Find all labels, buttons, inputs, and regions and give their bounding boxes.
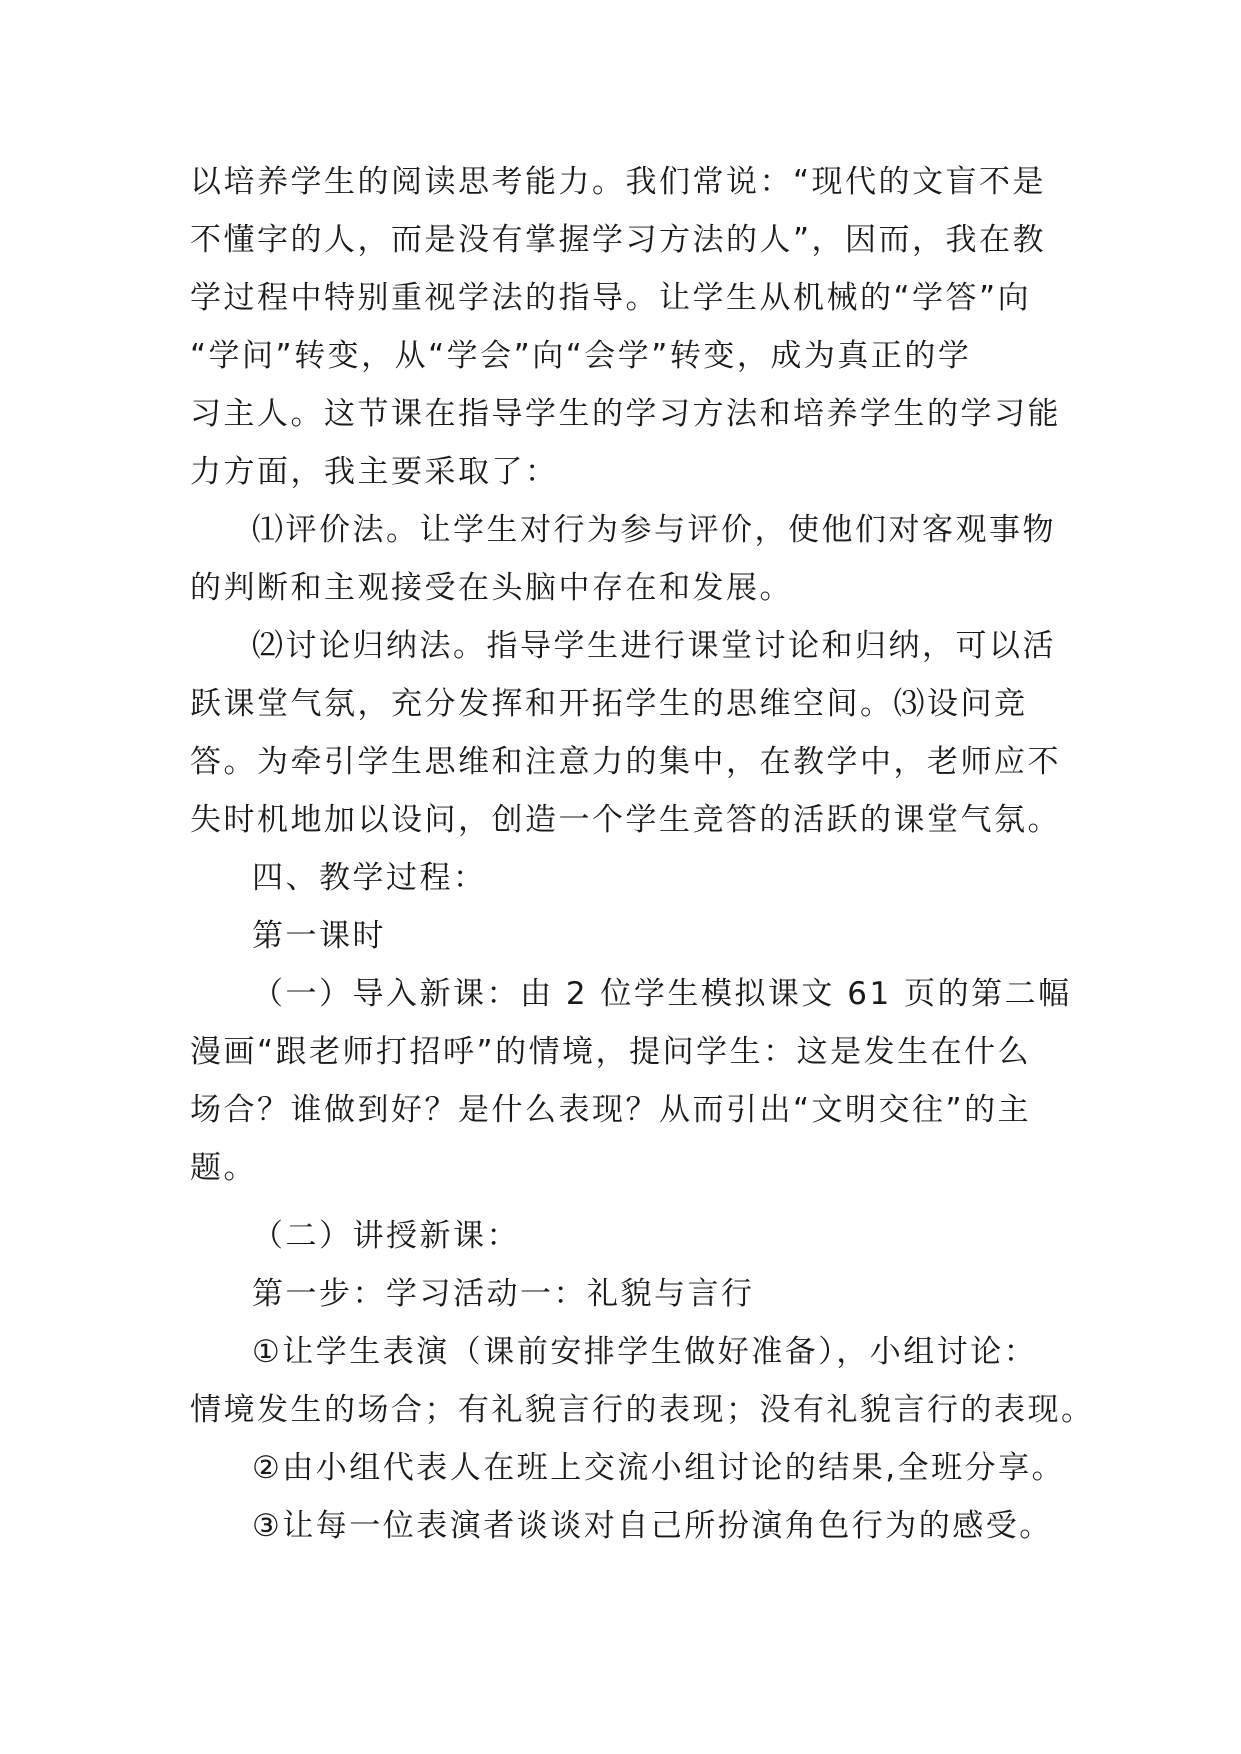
text-line: （一）导入新课：由 2 位学生模拟课文 61 页的第二幅 [252, 976, 1072, 1012]
section-heading: 四、教学过程： [252, 860, 487, 896]
text-line: 失时机地加以设问，创造一个学生竞答的活跃的课堂气氛。 [190, 802, 1061, 838]
subsection-heading: 第一课时 [252, 918, 386, 954]
text-line: 第一步：学习活动一：礼貌与言行 [252, 1276, 755, 1312]
text-line: ①让学生表演（课前安排学生做好准备），小组讨论： [252, 1334, 1038, 1370]
text-line: 学过程中特别重视学法的指导。让学生从机械的“学答”向 [190, 280, 1032, 316]
text-line: 习主人。这节课在指导学生的学习方法和培养学生的学习能 [190, 396, 1061, 432]
text-line: “学问”转变，从“学会”向“会学”转变，成为真正的学 [190, 338, 972, 374]
text-line: 情境发生的场合；有礼貌言行的表现；没有礼貌言行的表现。 [190, 1392, 1095, 1428]
text-line: 题。 [190, 1150, 257, 1186]
text-line: 以培养学生的阅读思考能力。我们常说：“现代的文盲不是 [190, 164, 1047, 200]
text-line: ②由小组代表人在班上交流小组讨论的结果,全班分享。 [252, 1450, 1066, 1486]
text-line: ⑵讨论归纳法。指导学生进行课堂讨论和归纳，可以活 [252, 628, 1056, 664]
text-line: 漫画“跟老师打招呼”的情境，提问学生：这是发生在什么 [190, 1034, 1032, 1070]
text-line: ③让每一位表演者谈谈对自己所扮演角色行为的感受。 [252, 1508, 1053, 1544]
text-line: 不懂字的人，而是没有掌握学习方法的人”，因而，我在教 [190, 222, 1047, 258]
subsection-heading: （二）讲授新课： [252, 1218, 520, 1254]
text-line: 力方面，我主要采取了： [190, 454, 559, 490]
text-line: 的判断和主观接受在头脑中存在和发展。 [190, 570, 793, 606]
text-line: 答。为牵引学生思维和注意力的集中，在教学中，老师应不 [190, 744, 1061, 780]
text-line: 场合？谁做到好？是什么表现？从而引出“文明交往”的主 [190, 1092, 1032, 1128]
text-line: ⑴评价法。让学生对行为参与评价，使他们对客观事物 [252, 512, 1056, 548]
text-line: 跃课堂气氛，充分发挥和开拓学生的思维空间。⑶设问竞 [190, 686, 1028, 722]
